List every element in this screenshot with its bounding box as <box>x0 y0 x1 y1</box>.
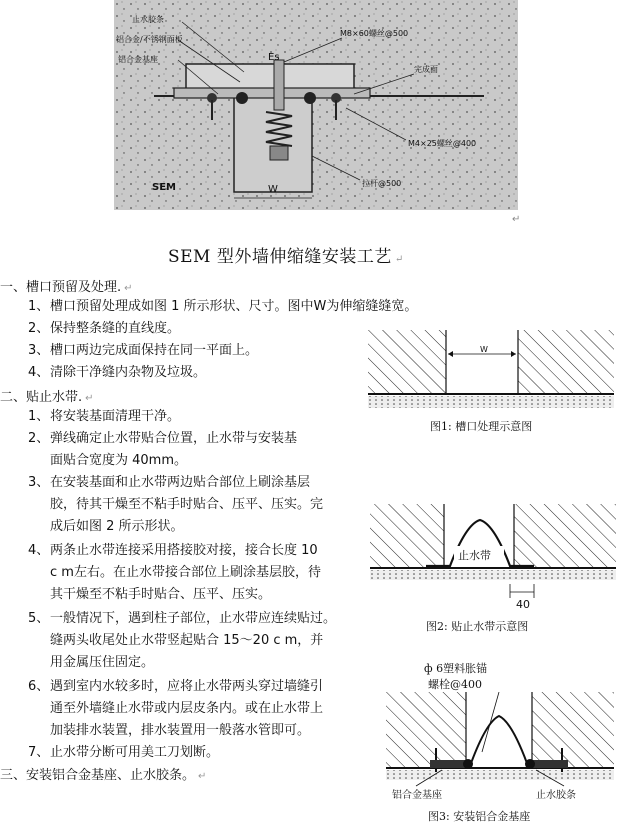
figure-3 <box>386 692 614 806</box>
label-seal-strip: 止水胶条 <box>132 15 164 24</box>
label-alloy-plate: 铝合金/不锈钢面板 <box>116 35 183 44</box>
label-rod: 拉杆@500 <box>362 179 402 188</box>
fig3-label-base: 铝合金基座 <box>392 790 442 801</box>
label-w: W <box>268 184 278 195</box>
fig2-label-40: 40 <box>516 598 530 611</box>
section-2-list: 1、 将安装基面清理干净。 2、 弹线确定止水带贴合位置，止水带与安装基 面贴合宽度为 40mm。 3、 在安装基面和止水带两边贴合部位上刷涂基层 胶，待其干燥至不粘手时贴合、压平、压实。完 成后如图 2 所示形状。 4、 两条止水带连接采用搭接胶对接，接合长度 10 c m左右。在止水带接合部位上刷涂基层胶，待 其干燥至不粘手时贴合、压平、压实。 5、 一般情况下，遇到柱子部位，止水带应连续贴过。 缝两头收尾处止水带竖起贴合 15～20 c m，并 用金属压住固定。 6、 遇到室内水较多时，应将止水带两头穿过墙缝引 通至外墙缝止水带或内层皮条内。或在止水带上 加装排水装置，排水装置用一般落水管即可。 7、 止水带分断可用美工刀划断。 <box>28 409 337 760</box>
fig3-anchor-label: ф 6塑料胀锚 <box>424 662 488 675</box>
label-finish: 完成面 <box>414 65 438 74</box>
section-2-heading: 二、贴止水带. ↵ <box>0 390 94 405</box>
label-alloy-base: 铝合金基座 <box>118 55 158 64</box>
label-sem: SEM <box>152 182 176 193</box>
label-screw-side: M4×25螺丝@400 <box>408 139 477 148</box>
return-mark: ↵ <box>512 214 521 225</box>
figure-1-caption: 图1: 槽口处理示意图 <box>430 420 533 433</box>
figure-3-caption: 图3: 安装铝合金基座 <box>428 810 531 823</box>
fig1-label-w: W <box>480 345 488 354</box>
fig3-anchor-label-2: 螺栓@400 <box>428 678 482 691</box>
section-1-list: 1、 槽口预留处理成如图 1 所示形状、尺寸。图中W为伸缩缝缝宽。 2、 保持整条缝的直线度。 3、 槽口两边完成面保持在同一平面上。 4、 清除干净缝内杂物及垃圾。 <box>28 299 418 380</box>
section-3-heading: 三、安装铝合金基座、止水胶条。 ↵ <box>0 768 207 783</box>
section-1-heading: 一、槽口预留及处理. ↵ <box>0 280 133 295</box>
figure-2-caption: 图2: 贴止水带示意图 <box>426 620 529 633</box>
label-es: Es <box>268 52 280 63</box>
page-title: SEM 型外墙伸缩缝安装工艺 ↵ <box>168 247 404 267</box>
fig3-label-strip: 止水胶条 <box>536 790 576 801</box>
figure-2 <box>370 500 616 612</box>
sem-section-photo <box>114 0 518 210</box>
label-screw-top: M8×60螺丝@500 <box>340 29 409 38</box>
fig2-label-band: 止水带 <box>458 549 491 562</box>
figure-1 <box>368 330 614 410</box>
